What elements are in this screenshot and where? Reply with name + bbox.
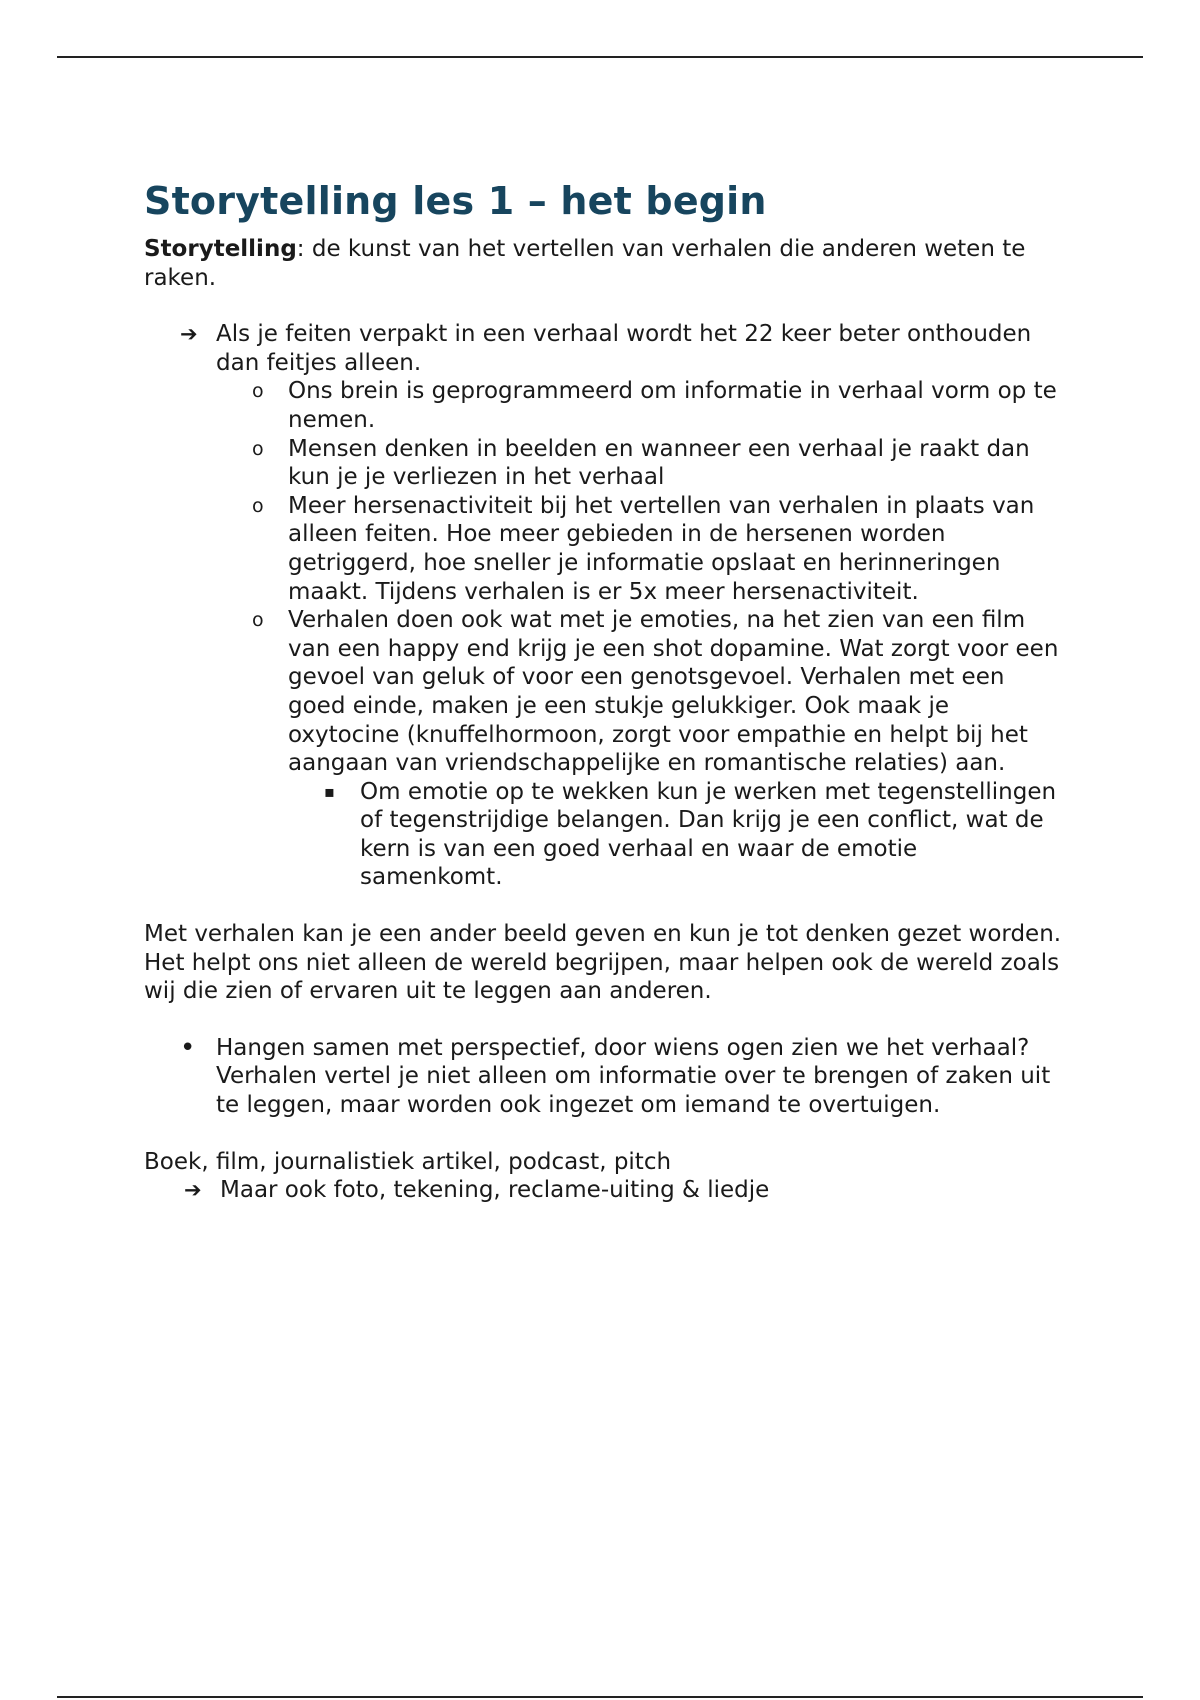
sub-sub-list-item: [324, 778, 1064, 892]
media-arrow-point: [184, 1176, 1064, 1205]
footer-rule: [57, 1696, 1143, 1698]
sub-list-item: [252, 377, 1064, 434]
circle-bullet-icon: o: [252, 437, 264, 460]
sub-list-item-text: Mensen denken in beelden en wanneer een verhaal je raakt dan kun je je verliezen in het verhaal: [288, 435, 1030, 491]
circle-bullet-icon: o: [252, 494, 264, 517]
arrow-right-icon: ➔: [180, 322, 198, 347]
sub-list-item-text: Meer hersenactiviteit bij het vertellen van verhalen in plaats van alleen feiten. Hoe meer gebieden in de hersenen worden getriggerd, hoe sneller je informatie opslaat en herinneringen maakt. Tijdens verhalen is er 5x meer hersenactiviteit.: [288, 492, 1035, 605]
circle-bullet-icon: o: [252, 609, 264, 632]
bullet-point-text: Hangen samen met perspectief, door wiens ogen zien we het verhaal? Verhalen vertel je niet alleen om informatie over te brengen of zaken uit te leggen, maar worden ook ingezet om iemand te overtuigen.: [216, 1034, 1051, 1119]
dot-bullet-icon: •: [180, 1032, 196, 1063]
media-arrow-text: Maar ook foto, tekening, reclame-uiting & liedje: [220, 1177, 770, 1204]
sub-list-item: [252, 435, 1064, 492]
page-title: Storytelling les 1 – het begin: [144, 179, 767, 223]
document-body: [144, 175, 1064, 1205]
sub-list-item: [252, 492, 1064, 606]
body-paragraph: Met verhalen kan je een ander beeld geven en kun je tot denken gezet worden. Het helpt ons niet alleen de wereld begrijpen, maar helpen ook de wereld zoals wij die zien of ervaren uit te leggen aan anderen.: [144, 921, 1062, 1005]
arrow-right-icon: ➔: [184, 1178, 202, 1203]
bullet-point: [180, 1034, 1064, 1120]
sub-sub-list-item-text: Om emotie op te wekken kun je werken met tegenstellingen of tegenstrijdige belangen. Dan krijg je een conflict, wat de kern is van een goed verhaal en waar de emotie samenkomt.: [360, 778, 1057, 891]
sub-list-item: [252, 606, 1064, 778]
sub-list-item-text: Verhalen doen ook wat met je emoties, na het zien van een film van een happy end krijg je een shot dopamine. Wat zorgt voor een gevoel van geluk of voor een genotsgevoel. Verhalen met een goed einde, maken je een stukje gelukkiger. Ook maak je oxytocine (knuffelhormoon, zorgt voor empathie en helpt bij het aangaan van vriendschappelijke en romantische relaties) aan.: [288, 607, 1059, 777]
square-bullet-icon: ▪: [324, 781, 335, 801]
definition-term: Storytelling: [144, 236, 297, 262]
header-rule: [57, 56, 1143, 58]
definition: [144, 235, 1064, 292]
media-line: Boek, film, journalistiek artikel, podcast, pitch: [144, 1148, 672, 1175]
circle-bullet-icon: o: [252, 380, 264, 403]
definition-text: : de kunst van het vertellen van verhalen die anderen weten te raken.: [144, 236, 1026, 291]
sub-list-item-text: Ons brein is geprogrammeerd om informatie in verhaal vorm op te nemen.: [288, 378, 1057, 433]
arrow-point-text: Als je feiten verpakt in een verhaal wordt het 22 keer beter onthouden dan feitjes alleen.: [216, 321, 1032, 376]
arrow-point: [180, 320, 1064, 377]
